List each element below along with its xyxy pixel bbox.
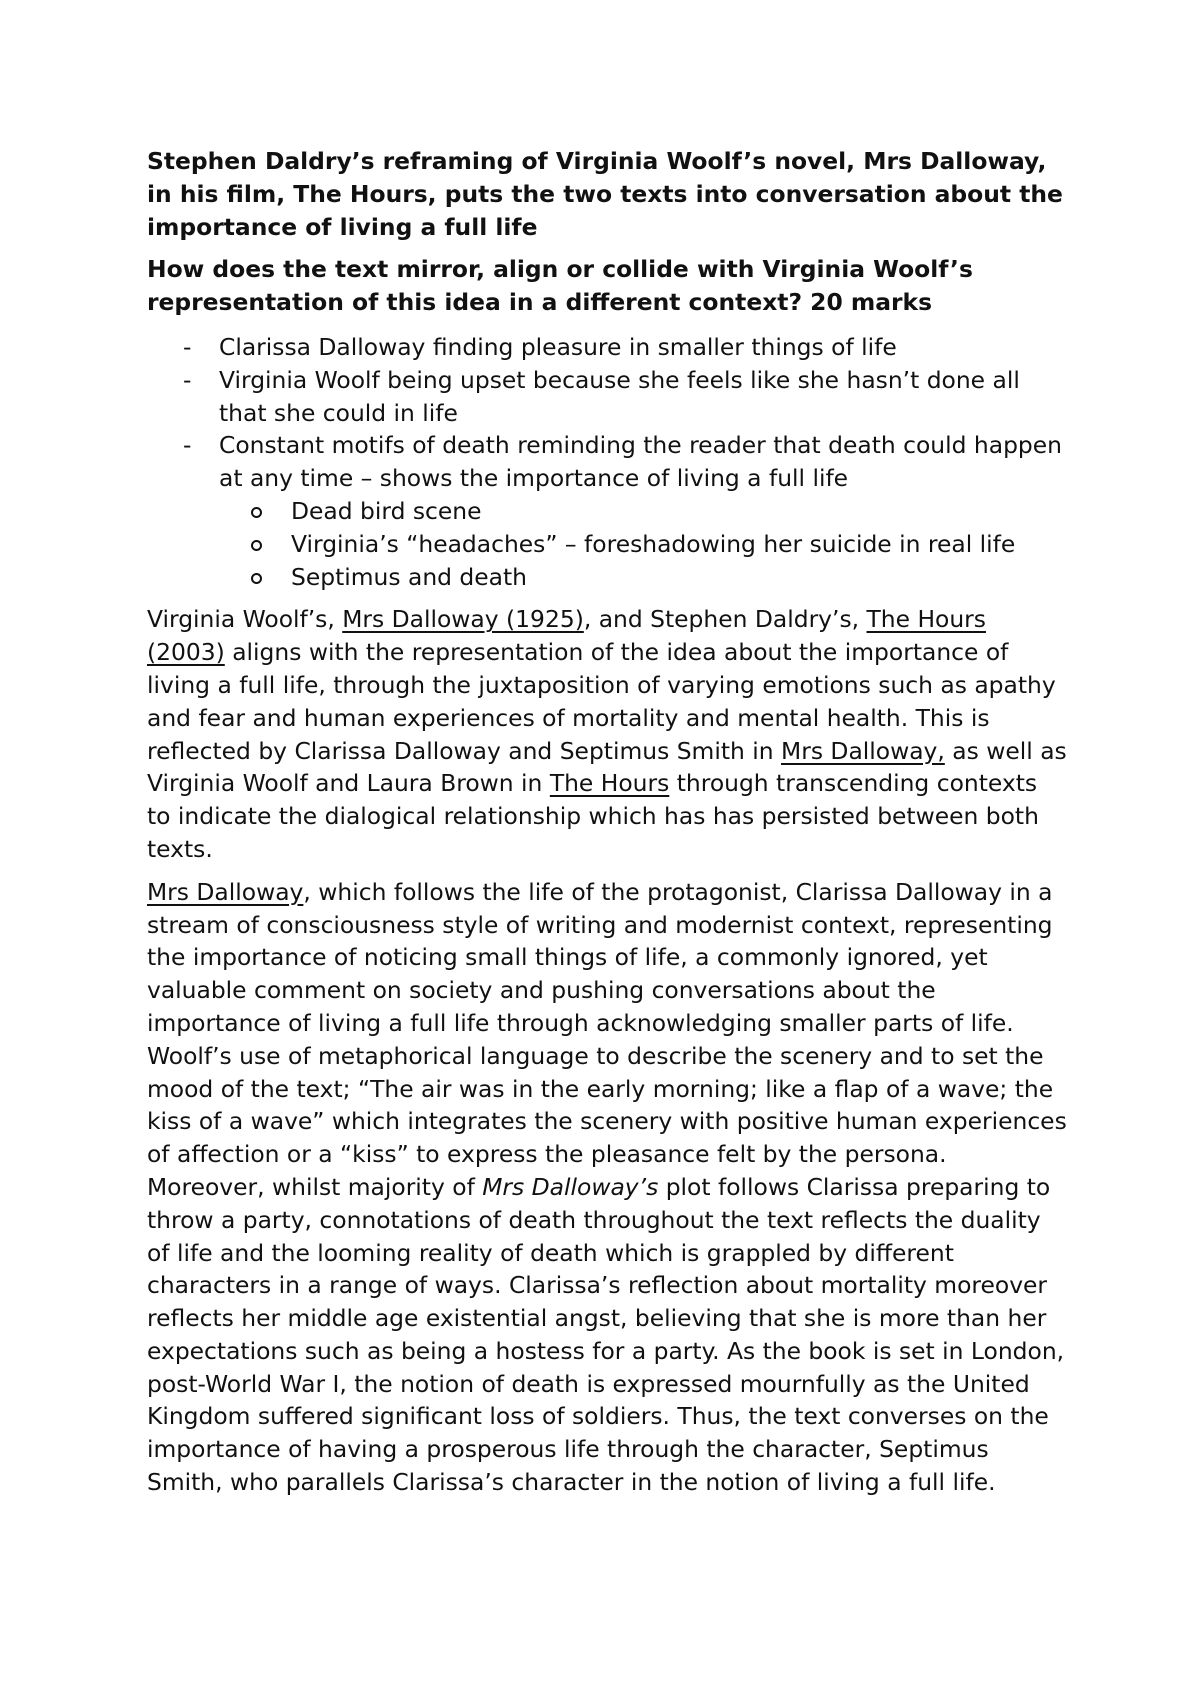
sub-note-text: Dead bird scene (291, 496, 482, 525)
essay-title: Stephen Daldry’s reframing of Virginia Woolf’s novel, Mrs Dalloway, in his film, The Hours, puts the two texts into conversation about the importance of living a full life (147, 147, 1063, 241)
essay-paragraph-1 (147, 603, 1067, 865)
document-body (147, 145, 1067, 1499)
paragraph-text: through transcending contexts to indicate the dialogical relationship which has has persisted between both texts. (147, 769, 1039, 863)
sub-note-item (219, 495, 1067, 528)
note-text: Virginia Woolf being upset because she feels like she hasn’t done all that she could in life (219, 365, 1020, 427)
sub-note-item (219, 561, 1067, 594)
text-title-underlined: The Hours (2003) (147, 605, 986, 667)
text-title-underlined: The Hours (549, 769, 670, 798)
note-item (147, 331, 1067, 364)
circle-bullet-icon (251, 573, 262, 584)
text-title-underlined: Mrs Dalloway (1925) (342, 605, 584, 634)
sub-note-text: Septimus and death (291, 562, 527, 591)
sub-note-item (219, 528, 1067, 561)
essay-paragraph-2 (147, 876, 1067, 1499)
text-title-underlined: Mrs Dalloway, (781, 736, 945, 765)
paragraph-text: plot follows Clarissa preparing to throw a party, connotations of death throughout the text reflects the duality of life and the looming reality of death which is grappled by different characters in a range of ways. Clarissa’s reflection about mortality moreover reflects her middle age existential angst, believing that she is more than her expectations such as being a hostess for a party. As the book is set in London, post-World War I, the notion of death is expressed mournfully as the United Kingdom suffered significant loss of soldiers. Thus, the text converses on the importance of having a prosperous life through the character, Septimus Smith, who parallels Clarissa’s character in the notion of living a full life. (147, 1172, 1065, 1497)
paragraph-text: as well as Virginia Woolf and Laura Brown in (147, 736, 1067, 798)
circle-bullet-icon (251, 507, 262, 518)
paragraph-text: , and Stephen Daldry’s, (583, 605, 867, 634)
sub-note-text: Virginia’s “headaches” – foreshadowing her suicide in real life (291, 529, 1016, 558)
note-item (147, 364, 1067, 430)
note-text: Constant motifs of death reminding the reader that death could happen at any time – shows the importance of living a full life (219, 431, 1062, 493)
note-text: Clarissa Dalloway finding pleasure in smaller things of life (219, 332, 897, 361)
essay-question: How does the text mirror, align or collide with Virginia Woolf’s representation of this idea in a different context? 20 marks (147, 255, 973, 317)
dash-bullet: - (183, 365, 192, 394)
dash-bullet: - (183, 431, 192, 460)
circle-bullet-icon (251, 540, 262, 551)
text-title-underlined: Mrs Dalloway (147, 877, 304, 906)
paragraph-text: aligns with the representation of the idea about the importance of living a full life, through the juxtaposition of varying emotions such as apathy and fear and human experiences of mortality and mental health. This is reflected by Clarissa Dalloway and Septimus Smith in (147, 638, 1056, 765)
paragraph-text: , which follows the life of the protagonist, Clarissa Dalloway in a stream of consciousness style of writing and modernist context, representing the importance of noticing small things of life, a commonly ignored, yet valuable comment on society and pushing conversations about the importance of living a full life through acknowledging smaller parts of life. Woolf’s use of metaphorical language to describe the scenery and to set the mood of the text; “The air was in the early morning; like a flap of a wave; the kiss of a wave” which integrates the scenery with positive human experiences of affection or a “kiss” to express the pleasance felt by the persona. Moreover, whilst majority of (147, 877, 1067, 1201)
text-title-italic: Mrs Dalloway’s (482, 1172, 659, 1201)
paragraph-text: Virginia Woolf’s, (147, 605, 343, 634)
note-item (147, 429, 1067, 593)
notes-list (147, 331, 1067, 593)
sub-notes-list (219, 495, 1067, 593)
dash-bullet: - (183, 332, 192, 361)
